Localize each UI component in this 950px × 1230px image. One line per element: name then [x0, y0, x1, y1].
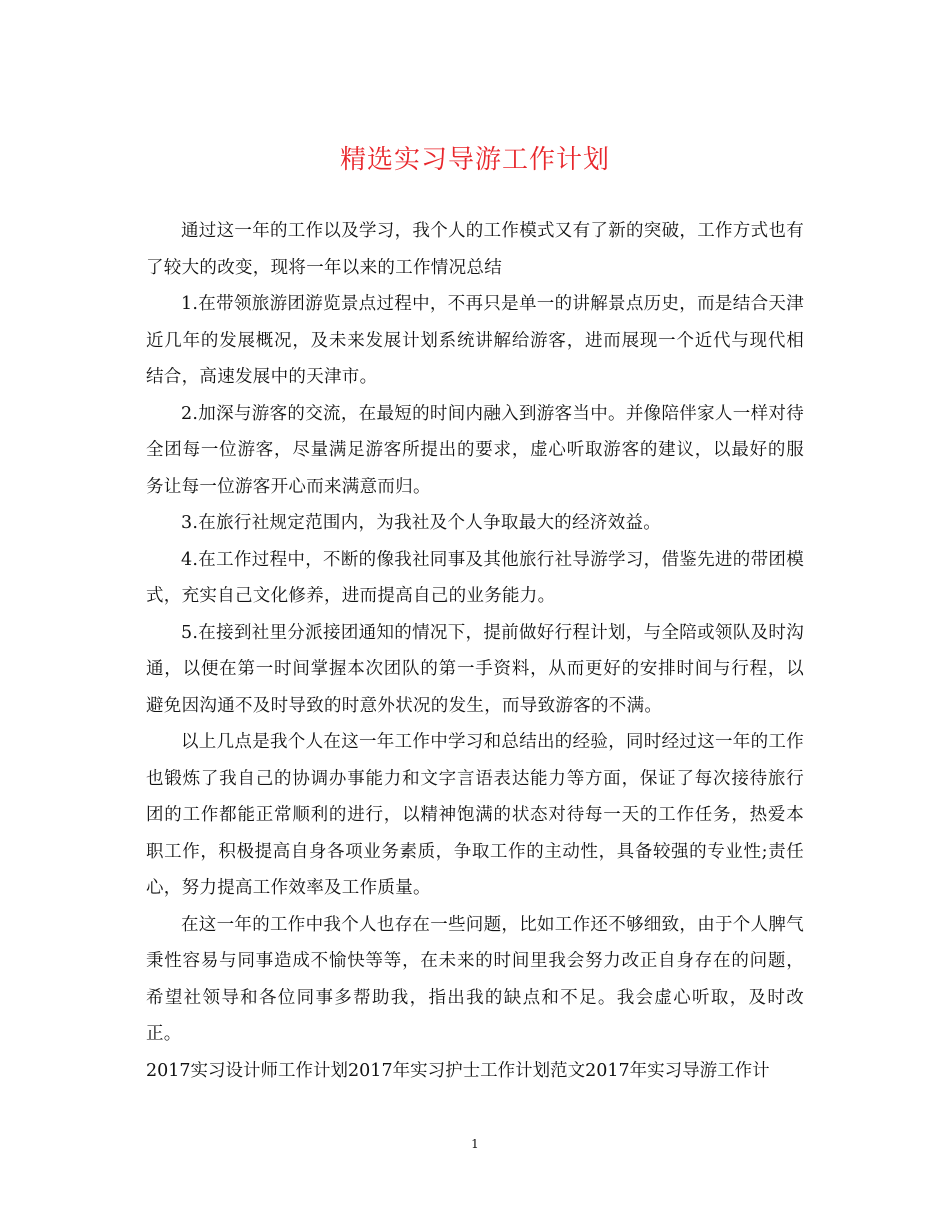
document-body — [146, 213, 804, 1089]
paragraph-item-4: 4.在工作过程中，不断的像我社同事及其他旅行社导游学习，借鉴先进的带团模式，充实自己文化修养，进而提高自己的业务能力。 — [146, 549, 804, 606]
paragraph-item-3: 3.在旅行社规定范围内，为我社及个人争取最大的经济效益。 — [181, 513, 662, 533]
paragraph-intro: 通过这一年的工作以及学习，我个人的工作模式又有了新的突破，工作方式也有了较大的改变，现将一年以来的工作情况总结 — [146, 221, 804, 278]
paragraph-item-5: 5.在接到社里分派接团通知的情况下，提前做好行程计划，与全陪或领队及时沟通，以便在第一时间掌握本次团队的第一手资料，从而更好的安排时间与行程，以避免因沟通不及时导致的时意外状况的发生，而导致游客的不满。 — [146, 622, 804, 716]
paragraph-item-2: 2.加深与游客的交流，在最短的时间内融入到游客当中。并像陪伴家人一样对待全团每一位游客，尽量满足游客所提出的要求，虚心听取游客的建议，以最好的服务让每一位游客开心而来满意而归。 — [146, 403, 804, 497]
page-number: 1 — [471, 1137, 479, 1151]
paragraph-summary: 以上几点是我个人在这一年工作中学习和总结出的经验，同时经过这一年的工作也锻炼了我自己的协调办事能力和文字言语表达能力等方面，保证了每次接待旅行团的工作都能正常顺利的进行，以精神饱满的状态对待每一天的工作任务，热爱本职工作，积极提高自身各项业务素质，争取工作的主动性，具备较强的专业性;责任心，努力提高工作效率及工作质量。 — [146, 732, 804, 898]
paragraph-item-1: 1.在带领旅游团游览景点过程中，不再只是单一的讲解景点历史，而是结合天津近几年的发展概况，及未来发展计划系统讲解给游客，进而展现一个近代与现代相结合，高速发展中的天津市。 — [146, 294, 804, 387]
document-title: 精选实习导游工作计划 — [339, 145, 610, 175]
paragraph-problems: 在这一年的工作中我个人也存在一些问题，比如工作还不够细致，由于个人脾气秉性容易与同事造成不愉快等等，在未来的时间里我会努力改正自身存在的问题，希望社领导和各位同事多帮助我，指出我的缺点和不足。我会虚心听取，及时改正。 — [146, 914, 804, 1044]
related-links-line[interactable]: 2017实习设计师工作计划2017年实习护士工作计划范文2017年实习导游工作计 — [146, 1060, 770, 1081]
